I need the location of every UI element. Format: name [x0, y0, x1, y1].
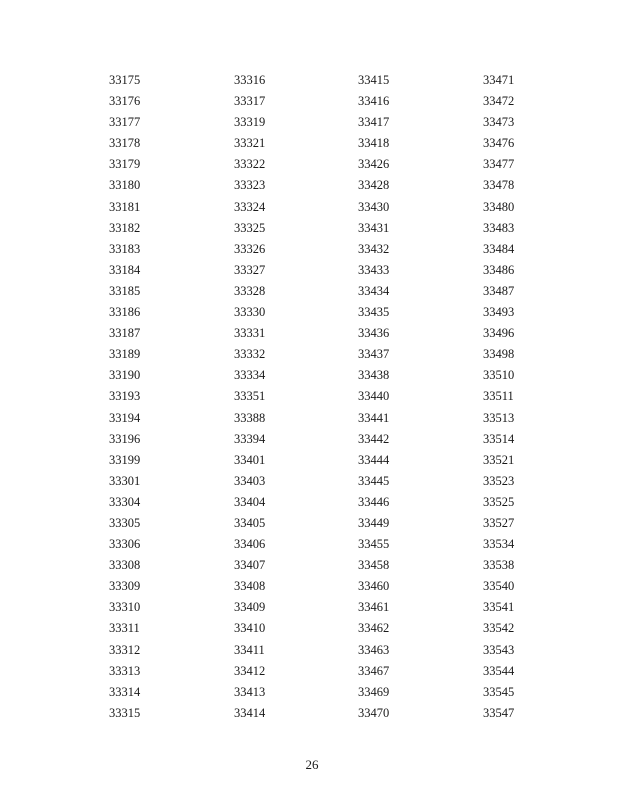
zip-code-cell: 33545	[483, 684, 515, 699]
zip-code-cell: 33409	[234, 600, 266, 615]
zip-code-cell: 33444	[358, 452, 390, 467]
zip-code-cell: 33325	[234, 220, 266, 235]
zip-code-cell: 33408	[234, 579, 266, 594]
zip-code-cell: 33330	[234, 305, 266, 320]
zip-code-cell: 33394	[234, 431, 266, 446]
zip-code-cell: 33462	[358, 621, 390, 636]
zip-code-cell: 33193	[109, 389, 141, 404]
zip-code-cell: 33189	[109, 347, 141, 362]
zip-code-cell: 33310	[109, 600, 141, 615]
zip-code-cell: 33438	[358, 368, 390, 383]
zip-code-cell: 33436	[358, 326, 390, 341]
zip-code-cell: 33176	[109, 94, 141, 109]
zip-code-cell: 33430	[358, 199, 390, 214]
zip-code-cell: 33179	[109, 157, 141, 172]
zip-code-cell: 33498	[483, 347, 515, 362]
zip-code-cell: 33435	[358, 305, 390, 320]
zip-code-cell: 33405	[234, 515, 266, 530]
zip-code-cell: 33412	[234, 663, 266, 678]
zip-code-cell: 33463	[358, 642, 390, 657]
zip-code-cell: 33317	[234, 94, 266, 109]
zip-code-cell: 33184	[109, 262, 141, 277]
column-1	[109, 70, 219, 724]
zip-code-cell: 33351	[234, 389, 266, 404]
zip-code-cell: 33323	[234, 178, 266, 193]
zip-code-cell: 33534	[483, 537, 515, 552]
zip-code-cell: 33401	[234, 452, 266, 467]
zip-code-cell: 33180	[109, 178, 141, 193]
zip-code-cell: 33434	[358, 283, 390, 298]
zip-code-cell: 33445	[358, 473, 390, 488]
zip-code-cell: 33433	[358, 262, 390, 277]
zip-code-cell: 33186	[109, 305, 141, 320]
zip-code-cell: 33312	[109, 642, 141, 657]
zip-code-cell: 33514	[483, 431, 515, 446]
zip-code-cell: 33476	[483, 136, 515, 151]
zip-code-cell: 33431	[358, 220, 390, 235]
zip-code-cell: 33183	[109, 241, 141, 256]
zip-code-cell: 33472	[483, 94, 515, 109]
zip-code-cell: 33322	[234, 157, 266, 172]
zip-code-cell: 33334	[234, 368, 266, 383]
zip-code-cell: 33440	[358, 389, 390, 404]
column-4	[483, 70, 593, 724]
zip-code-cell: 33428	[358, 178, 390, 193]
page-number: 26	[305, 757, 319, 772]
column-3	[358, 70, 468, 724]
zip-code-cell: 33308	[109, 558, 141, 573]
zip-code-cell: 33426	[358, 157, 390, 172]
zip-code-cell: 33513	[483, 410, 515, 425]
zip-code-cell: 33418	[358, 136, 390, 151]
zip-code-cell: 33331	[234, 326, 266, 341]
zip-code-cell: 33496	[483, 326, 515, 341]
zip-code-cell: 33477	[483, 157, 515, 172]
zip-code-cell: 33332	[234, 347, 266, 362]
zip-code-cell: 33410	[234, 621, 266, 636]
zip-code-cell: 33455	[358, 537, 390, 552]
zip-code-cell: 33480	[483, 199, 515, 214]
zip-code-cell: 33461	[358, 600, 390, 615]
zip-code-cell: 33321	[234, 136, 266, 151]
zip-code-cell: 33527	[483, 515, 515, 530]
zip-code-cell: 33449	[358, 515, 390, 530]
zip-code-cell: 33521	[483, 452, 515, 467]
zip-code-cell: 33487	[483, 283, 515, 298]
zip-code-cell: 33319	[234, 115, 266, 130]
zip-code-cell: 33324	[234, 199, 266, 214]
zip-code-cell: 33467	[358, 663, 390, 678]
zip-code-cell: 33301	[109, 473, 141, 488]
zip-code-cell: 33199	[109, 452, 141, 467]
zip-code-cell: 33190	[109, 368, 141, 383]
zip-code-cell: 33544	[483, 663, 515, 678]
zip-code-cell: 33538	[483, 558, 515, 573]
zip-code-cell: 33458	[358, 558, 390, 573]
zip-code-cell: 33177	[109, 115, 141, 130]
zip-code-cell: 33432	[358, 241, 390, 256]
zip-code-cell: 33442	[358, 431, 390, 446]
zip-code-cell: 33417	[358, 115, 390, 130]
zip-code-columns	[109, 70, 569, 730]
zip-code-cell: 33540	[483, 579, 515, 594]
zip-code-cell: 33542	[483, 621, 515, 636]
zip-code-cell: 33446	[358, 494, 390, 509]
zip-code-cell: 33478	[483, 178, 515, 193]
zip-code-cell: 33327	[234, 262, 266, 277]
zip-code-cell: 33185	[109, 283, 141, 298]
zip-code-cell: 33304	[109, 494, 141, 509]
zip-code-cell: 33175	[109, 73, 141, 87]
column-2	[234, 70, 344, 724]
zip-code-cell: 33178	[109, 136, 141, 151]
zip-code-cell: 33523	[483, 473, 515, 488]
zip-code-cell: 33473	[483, 115, 515, 130]
zip-code-cell: 33314	[109, 684, 141, 699]
zip-code-cell: 33311	[109, 621, 140, 636]
zip-code-cell: 33541	[483, 600, 515, 615]
zip-code-cell: 33313	[109, 663, 141, 678]
zip-code-cell: 33470	[358, 705, 390, 720]
zip-code-cell: 33415	[358, 73, 390, 87]
zip-code-cell: 33182	[109, 220, 141, 235]
zip-code-cell: 33437	[358, 347, 390, 362]
zip-code-cell: 33326	[234, 241, 266, 256]
zip-code-cell: 33305	[109, 515, 141, 530]
zip-code-cell: 33309	[109, 579, 141, 594]
zip-code-cell: 33187	[109, 326, 141, 341]
zip-code-cell: 33404	[234, 494, 266, 509]
zip-code-cell: 33510	[483, 368, 515, 383]
zip-code-cell: 33486	[483, 262, 515, 277]
zip-code-cell: 33441	[358, 410, 390, 425]
zip-code-cell: 33403	[234, 473, 266, 488]
zip-code-cell: 33471	[483, 73, 515, 87]
zip-code-cell: 33469	[358, 684, 390, 699]
zip-code-cell: 33388	[234, 410, 266, 425]
zip-code-cell: 33493	[483, 305, 515, 320]
zip-code-cell: 33511	[483, 389, 514, 404]
zip-code-cell: 33484	[483, 241, 515, 256]
zip-code-cell: 33194	[109, 410, 141, 425]
zip-code-cell: 33196	[109, 431, 141, 446]
zip-code-cell: 33181	[109, 199, 141, 214]
zip-code-cell: 33406	[234, 537, 266, 552]
zip-code-cell: 33547	[483, 705, 515, 720]
zip-code-cell: 33525	[483, 494, 515, 509]
zip-code-cell: 33315	[109, 705, 141, 720]
zip-code-cell: 33411	[234, 642, 265, 657]
zip-code-cell: 33407	[234, 558, 266, 573]
zip-code-cell: 33306	[109, 537, 141, 552]
zip-code-cell: 33543	[483, 642, 515, 657]
zip-code-cell: 33460	[358, 579, 390, 594]
zip-code-cell: 33413	[234, 684, 266, 699]
zip-code-cell: 33316	[234, 73, 266, 87]
zip-code-cell: 33328	[234, 283, 266, 298]
zip-code-cell: 33416	[358, 94, 390, 109]
zip-code-cell: 33414	[234, 705, 266, 720]
zip-code-cell: 33483	[483, 220, 515, 235]
